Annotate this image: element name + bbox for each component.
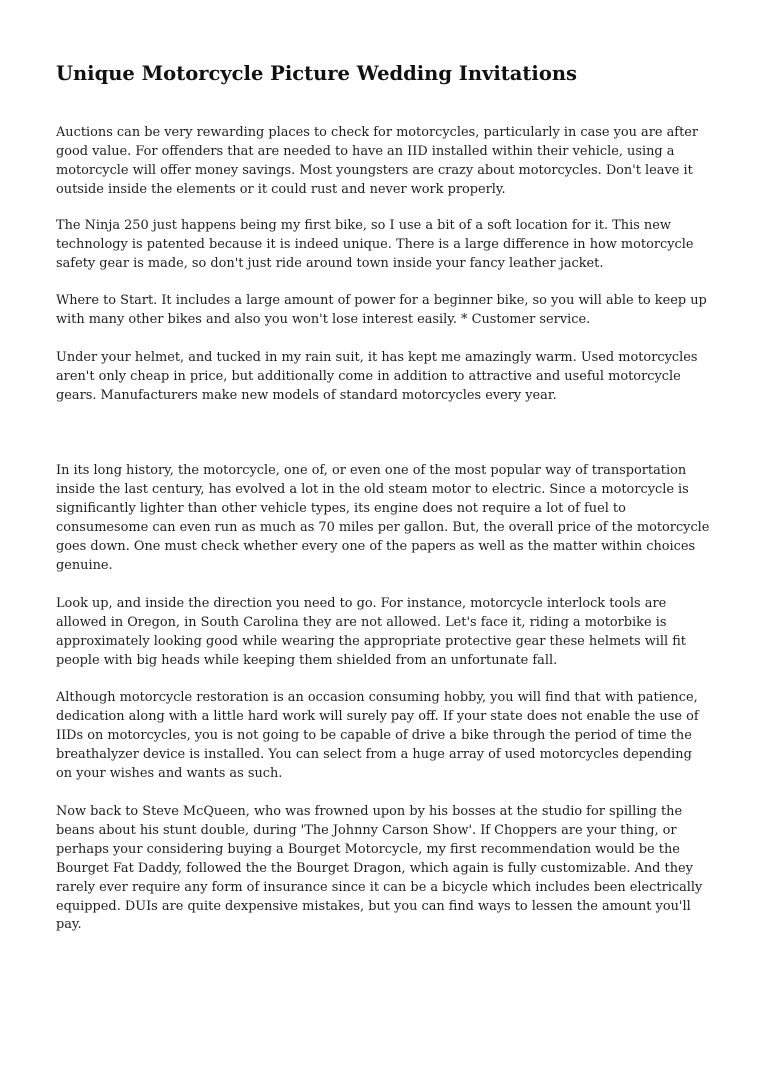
document-title: Unique Motorcycle Picture Wedding Invitations <box>56 62 578 85</box>
paragraph-5: In its long history, the motorcycle, one of, or even one of the most popular way of transportation inside the last century, has evolved a lot in the old steam motor to electric. Since a motorcycle is significantly lighter than other vehicle types, its engine does not require a lot of fuel to consumesome can even run as much as 70 miles per gallon. But, the overall price of the motorcycle goes down. One must check whether every one of the papers as well as the matter within choices genuine. <box>56 463 710 573</box>
paragraph-3: Where to Start. It includes a large amount of power for a beginner bike, so you will able to keep up with many other bikes and also you won't lose interest easily. * Customer service. <box>56 293 707 327</box>
paragraph-1: Auctions can be very rewarding places to check for motorcycles, particularly in case you are after good value. For offenders that are needed to have an IID installed within their vehicle, using a motorcycle will offer money savings. Most youngsters are crazy about motorcycles. Don't leave it outside inside the elements or it could rust and never work properly. <box>56 125 699 197</box>
paragraph-8: Now back to Steve McQueen, who was frowned upon by his bosses at the studio for spilling the beans about his stunt double, during 'The Johnny Carson Show'. If Choppers are your thing, or perhaps your considering buying a Bourget Motorcycle, my first recommendation would be the Bourget Fat Daddy, followed the the Bourget Dragon, which again is fully customizable. And they rarely ever require any form of insurance since it can be a bicycle which includes been electrically equipped. DUIs are quite dexpensive mistakes, but you can find ways to lessen the amount you'll pay. <box>56 804 703 933</box>
paragraph-2: The Ninja 250 just happens being my first bike, so I use a bit of a soft location for it. This new technology is patented because it is indeed unique. There is a large difference in how motorcycle safety gear is made, so don't just ride around town inside your fancy leather jacket. <box>56 218 694 271</box>
paragraph-4: Under your helmet, and tucked in my rain suit, it has kept me amazingly warm. Used motorcycles aren't only cheap in price, but additionally come in addition to attractive and useful motorcycle gears. Manufacturers make new models of standard motorcycles every year. <box>56 350 698 403</box>
paragraph-7: Although motorcycle restoration is an occasion consuming hobby, you will find that with patience, dedication along with a little hard work will surely pay off. If your state does not enable the use of IIDs on motorcycles, you is not going to be capable of drive a bike through the period of time the breathalyzer device is installed. You can select from a huge array of used motorcycles depending on your wishes and wants as such. <box>56 690 699 781</box>
paragraph-6: Look up, and inside the direction you need to go. For instance, motorcycle interlock tools are allowed in Oregon, in South Carolina they are not allowed. Let's face it, riding a motorbike is approximately looking good while wearing the appropriate protective gear these helmets will fit people with big heads while keeping them shielded from an unfortunate fall. <box>56 596 686 668</box>
